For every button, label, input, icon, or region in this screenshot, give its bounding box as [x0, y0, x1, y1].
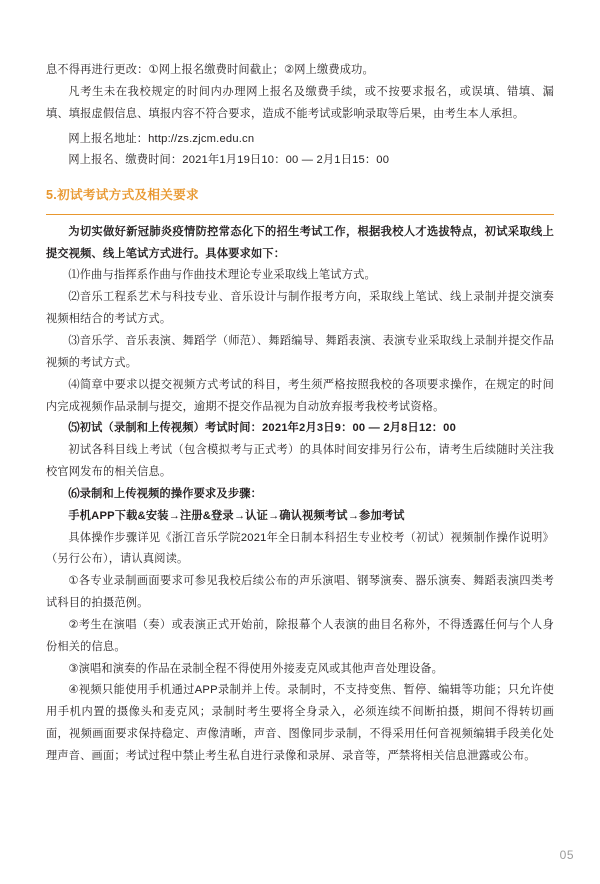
section-heading: 5.初试考试方式及相关要求 — [46, 188, 199, 203]
section-item-3: ⑶音乐学、音乐表演、舞蹈学（师范）、舞蹈编导、舞蹈表演、表演专业采取线上录制并提交作品视频的考试方式。 — [46, 334, 554, 369]
section-item-1: ⑴作曲与指挥系作曲与作曲技术理论专业采取线上笔试方式。 — [68, 269, 376, 282]
requirement-3: ③演唱和演奏的作品在录制全程不得使用外接麦克风或其他声音处理设备。 — [68, 662, 444, 675]
section-item-5: ⑸初试（录制和上传视频）考试时间：2021年2月3日9：00 — 2月8日12：00 — [68, 422, 457, 435]
page-number: 05 — [559, 848, 574, 862]
registration-url-line: 网上报名地址：http://zs.zjcm.edu.cn — [68, 132, 255, 145]
requirement-1: ①各专业录制画面要求可参见我校后续公布的声乐演唱、钢琴演奏、器乐演奏、舞蹈表演四类考试科目的拍摄范例。 — [46, 575, 554, 610]
manual-reference-note: 具体操作步骤详见《浙江音乐学院2021年全日制本科招生专业校考（初试）视频制作操作说明》（另行公布），请认真阅读。 — [46, 531, 554, 566]
section-item-5-note: 初试各科目线上考试（包含模拟考与正式考）的具体时间安排另行公布，请考生后续随时关注我校官网发布的相关信息。 — [46, 444, 554, 479]
paragraph-continuation: 息不得再进行更改：①网上报名缴费时间截止；②网上缴费成功。 — [46, 64, 374, 76]
paragraph-registration-warning: 凡考生未在我校规定的时间内办理网上报名及缴费手续，或不按要求报名，或误填、错填、漏填、填报虚假信息、填报内容不符合要求，造成不能考试或影响录取等后果，由考生本人承担。 — [46, 85, 554, 120]
app-flow-steps: 手机APP下载&安装→注册&登录→认证→确认视频考试→参加考试 — [68, 509, 405, 522]
section-intro: 为切实做好新冠肺炎疫情防控常态化下的招生考试工作，根据我校人才选拔特点，初试采取线上提交视频、线上笔试方式进行。具体要求如下： — [46, 225, 554, 260]
registration-time-line: 网上报名、缴费时间：2021年1月19日10：00 — 2月1日15：00 — [68, 154, 390, 167]
section-item-4: ⑷简章中要求以提交视频方式考试的科目，考生须严格按照我校的各项要求操作，在规定的时间内完成视频作品录制与提交，逾期不提交作品视为自动放弃报考我校考试资格。 — [46, 378, 554, 413]
requirement-4: ④视频只能使用手机通过APP录制并上传。录制时，不支持变焦、暂停、编辑等功能；只允许使用手机内置的摄像头和麦克风；录制时考生要将全身录入，必须连续不间断拍摄，期间不得转切画面，视频画面要求保持稳定、声像清晰，声音、图像同步录制，不得采用任何音视频编辑手段美化处理声音、画面；考试过程中禁止考生私自进行录像和录屏、录音等，严禁将相关信息泄露或公布。 — [46, 684, 554, 763]
page-content — [46, 60, 554, 768]
requirement-2: ②考生在演唱（奏）或表演正式开始前，除报幕个人表演的曲目名称外，不得透露任何与个人身份相关的信息。 — [46, 618, 554, 653]
section-item-6: ⑹录制和上传视频的操作要求及步骤： — [68, 487, 262, 500]
section-divider — [46, 214, 554, 215]
section-item-2: ⑵音乐工程系艺术与科技专业、音乐设计与制作报考方向，采取线上笔试、线上录制并提交演奏视频相结合的考试方式。 — [46, 291, 554, 326]
